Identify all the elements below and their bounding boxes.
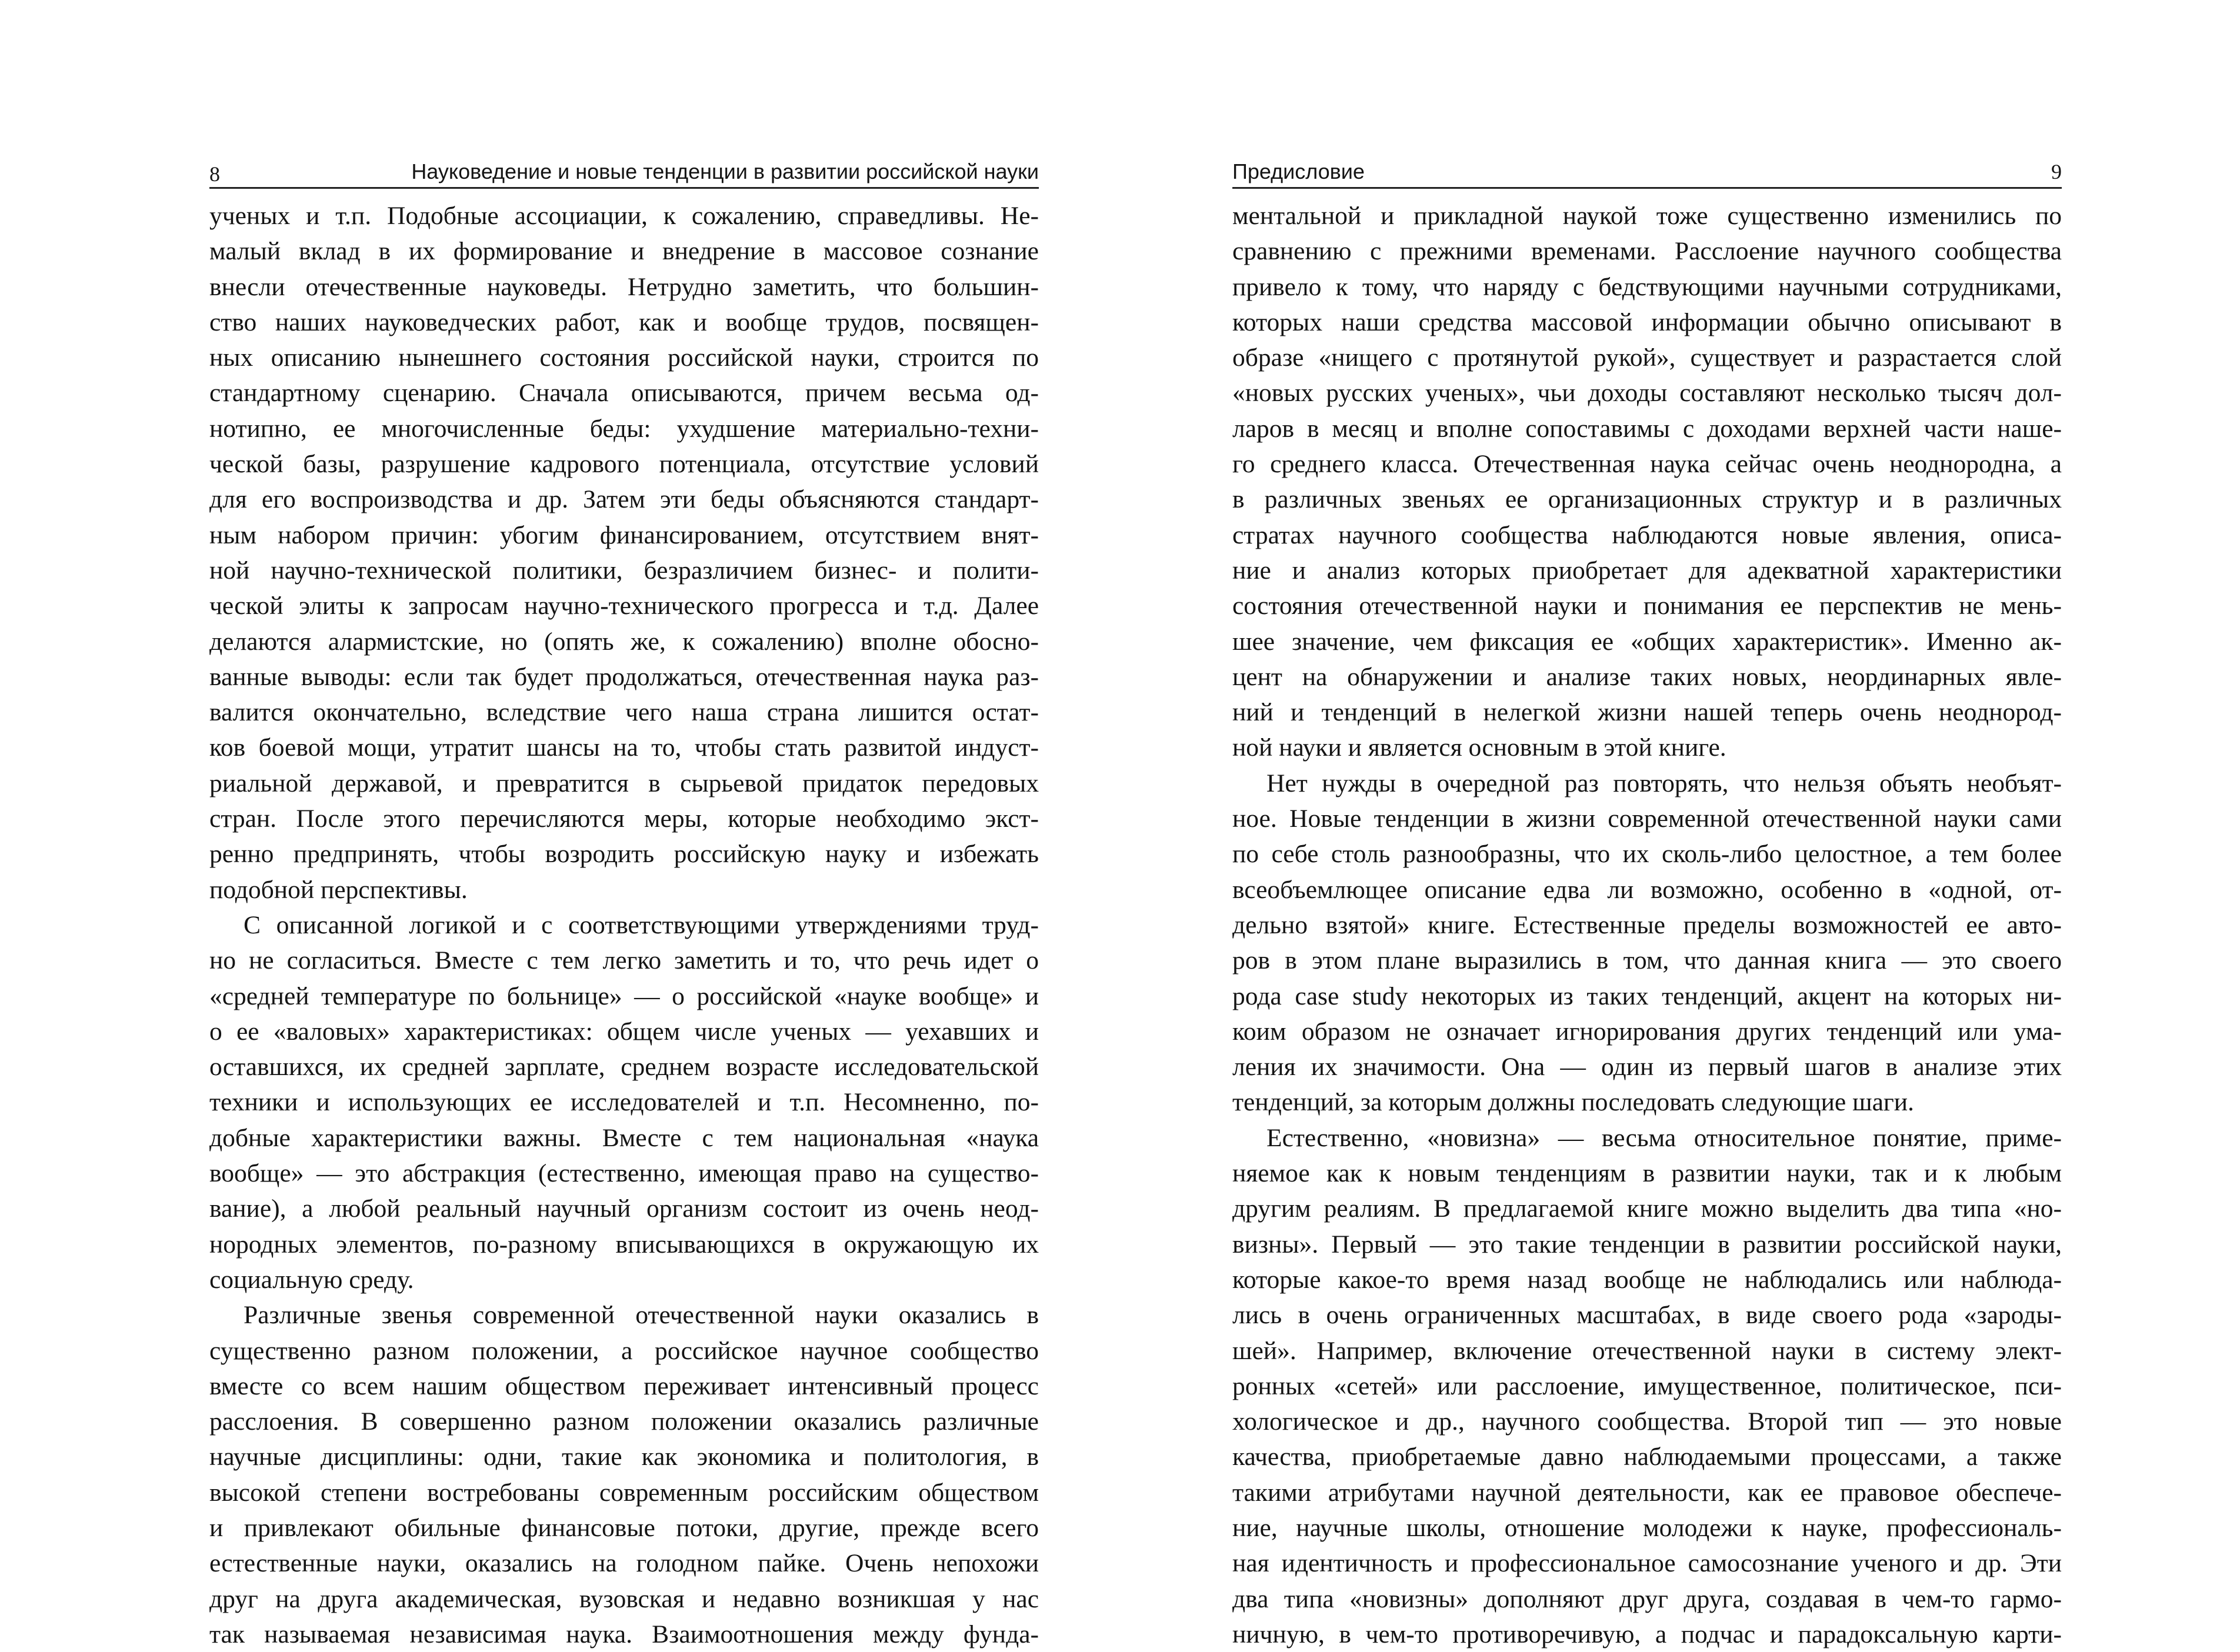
text-line: высокой степени востребованы современным российским обществом (209, 1478, 1039, 1507)
left-page (209, 159, 1039, 1652)
text-line: ческой элиты к запросам научно-технического прогресса и т.д. Далее (209, 592, 1039, 620)
text-line: малый вклад в их формирование и внедрение в массовое сознание (209, 237, 1039, 266)
text-line: ное. Новые тенденции в жизни современной отечественной науки сами (1232, 805, 2062, 833)
text-line: в различных звеньях ее организационных структур и в различных (1232, 485, 2062, 514)
text-line: ным набором причин: убогим финансированием, отсутствием внят- (209, 520, 1039, 549)
text-line: ронных «сетей» или расслоение, имущественное, политическое, пси- (1232, 1371, 2062, 1400)
text-line: стран. После этого перечисляются меры, которые необходимо экст- (209, 805, 1039, 833)
text-line: такими атрибутами научной деятельности, как ее правовое обеспече- (1232, 1478, 2062, 1507)
left-body-text (209, 198, 1039, 1652)
text-line: вание), а любой реальный научный организм состоит из очень неод- (209, 1194, 1039, 1223)
text-line: другим реалиям. В предлагаемой книге можно выделить два типа «но- (1232, 1194, 2062, 1223)
text-line: ментальной и прикладной наукой тоже существенно изменились по (1232, 202, 2062, 230)
text-line: цент на обнаружении и анализе таких новых, неординарных явле- (1232, 662, 2062, 691)
text-line: и привлекают обильные финансовые потоки, другие, прежде всего (209, 1513, 1039, 1542)
text-line: ванные выводы: если так будет продолжаться, отечественная наука раз- (209, 662, 1039, 691)
text-line: нотипно, ее многочисленные беды: ухудшение материально-техни- (209, 414, 1039, 443)
text-line: Различные звенья современной отечественной науки оказались в (244, 1301, 1039, 1330)
text-line: ство наших науковедческих работ, как и вообще трудов, посвящен- (209, 308, 1039, 336)
text-line: внесли отечественные науковеды. Нетрудно заметить, что большин- (209, 272, 1039, 301)
text-line: оставшихся, их средней зарплате, среднем возрасте исследовательской (209, 1053, 1039, 1082)
text-line: шей». Например, включение отечественной науки в систему элект- (1232, 1336, 2062, 1365)
text-line: сравнению с прежними временами. Расслоение научного сообщества (1232, 237, 2062, 266)
text-line: «средней температуре по больнице» — о российской «науке вообще» и (209, 982, 1039, 1010)
text-line: Естественно, «новизна» — весьма относительное понятие, приме- (1266, 1123, 2062, 1152)
text-line: валится окончательно, вследствие чего наша страна лишится остат- (209, 698, 1039, 727)
text-line: социальную среду. (209, 1265, 414, 1294)
text-line: ний и тенденций в нелегкой жизни нашей теперь очень неоднород- (1232, 698, 2062, 727)
text-line: по себе столь разнообразны, что их сколь-либо целостное, а тем более (1232, 840, 2062, 869)
right-page (1232, 159, 2062, 1652)
text-line: качества, приобретаемые давно наблюдаемыми процессами, а также (1232, 1443, 2062, 1471)
text-line: няемое как к новым тенденциям в развитии науки, так и к любым (1232, 1159, 2062, 1188)
text-line: Нет нужды в очередной раз повторять, что нельзя объять необъят- (1266, 769, 2062, 797)
text-line: риальной державой, и превратится в сырьевой придаток передовых (209, 769, 1039, 797)
text-line: два типа «новизны» дополняют друг друга, создавая в чем-то гармо- (1232, 1584, 2062, 1613)
text-line: С описанной логикой и с соответствующими утверждениями труд- (244, 910, 1039, 939)
page-number-right: 9 (2051, 160, 2062, 183)
right-running-head (1232, 159, 2062, 189)
text-line: нородных элементов, по-разному вписывающихся в окружающую их (209, 1230, 1039, 1259)
text-line: но не согласиться. Вместе с тем легко заметить и то, что речь идет о (209, 946, 1039, 975)
text-line: стандартному сценарию. Сначала описываются, причем весьма од- (209, 379, 1039, 408)
text-line: образе «нищего с протянутой рукой», существует и разрастается слой (1232, 343, 2062, 372)
text-line: стратах научного сообщества наблюдаются новые явления, описа- (1232, 520, 2062, 549)
page-number-left: 8 (209, 162, 220, 186)
text-line: вообще» — это абстракция (естественно, имеющая право на существо- (209, 1159, 1039, 1188)
text-line: которых наши средства массовой информации обычно описывают в (1232, 308, 2062, 336)
text-line: ной научно-технической политики, безразличием бизнес- и полити- (209, 556, 1039, 585)
text-line: хологическое и др., научного сообщества. Второй тип — это новые (1232, 1407, 2062, 1436)
text-line: так называемая независимая наука. Взаимоотношения между фунда- (209, 1620, 1039, 1648)
text-line: научные дисциплины: одни, такие как экономика и политология, в (209, 1443, 1039, 1471)
text-line: существенно разном положении, а российское научное сообщество (209, 1336, 1039, 1365)
text-line: естественные науки, оказались на голодном пайке. Очень непохожи (209, 1549, 1039, 1578)
running-title-left: Науковедение и новые тенденции в развитии российской науки (411, 159, 1039, 183)
text-line: привело к тому, что наряду с бедствующими научными сотрудниками, (1232, 272, 2062, 301)
text-line: ренно предпринять, чтобы возродить российскую науку и избежать (209, 840, 1039, 869)
text-line: расслоения. В совершенно разном положении оказались различные (209, 1407, 1039, 1436)
text-line: техники и использующих ее исследователей и т.п. Несомненно, по- (209, 1088, 1039, 1117)
text-line: дельно взятой» книге. Естественные пределы возможностей ее авто- (1232, 910, 2062, 939)
text-line: ученых и т.п. Подобные ассоциации, к сожалению, справедливы. Не- (209, 202, 1039, 230)
text-line: ничную, в чем-то противоречивую, а подчас и парадоксальную карти- (1232, 1620, 2062, 1648)
text-line: ных описанию нынешнего состояния российской науки, строится по (209, 343, 1039, 372)
text-line: ние и анализ которых приобретает для адекватной характеристики (1232, 556, 2062, 585)
text-line: ров в этом плане выразились в том, что данная книга — это своего (1232, 946, 2062, 975)
text-line: го среднего класса. Отечественная наука сейчас очень неоднородна, а (1232, 450, 2062, 479)
text-line: ная идентичность и профессиональное самосознание ученого и др. Эти (1232, 1549, 2062, 1578)
text-line: визны». Первый — это такие тенденции в развитии российской науки, (1232, 1230, 2062, 1259)
right-body-text (1232, 198, 2062, 1652)
text-line: добные характеристики важны. Вместе с тем национальная «наука (209, 1123, 1039, 1152)
text-line: ческой базы, разрушение кадрового потенциала, отсутствие условий (209, 450, 1039, 479)
text-line: ления их значимости. Она — один из первый шагов в анализе этих (1232, 1053, 2062, 1082)
text-line: всеобъемлющее описание едва ли возможно, особенно в «одной, от- (1232, 875, 2062, 904)
text-line: лись в очень ограниченных масштабах, в виде своего рода «зароды- (1232, 1301, 2062, 1330)
text-line: ние, научные школы, отношение молодежи к науке, профессиональ- (1232, 1513, 2062, 1542)
text-line: рода case study некоторых из таких тенденций, акцент на которых ни- (1232, 982, 2062, 1010)
text-line: «новых русских ученых», чьи доходы составляют несколько тысяч дол- (1232, 379, 2062, 408)
text-line: о ее «валовых» характеристиках: общем числе ученых — уехавших и (209, 1017, 1039, 1046)
running-title-right: Предисловие (1232, 159, 1365, 183)
text-line: которые какое-то время назад вообще не наблюдались или наблюда- (1232, 1265, 2062, 1294)
text-line: ной науки и является основным в этой книге. (1232, 733, 1726, 762)
text-line: для его воспроизводства и др. Затем эти беды объясняются стандарт- (209, 485, 1039, 514)
text-line: шее значение, чем фиксация ее «общих характеристик». Именно ак- (1232, 627, 2062, 656)
text-line: вместе со всем нашим обществом переживает интенсивный процесс (209, 1371, 1039, 1400)
left-running-head (209, 159, 1039, 189)
text-line: ков боевой мощи, утратит шансы на то, чтобы стать развитой индуст- (209, 733, 1039, 762)
text-line: коим образом не означает игнорирования других тенденций или ума- (1232, 1017, 2062, 1046)
text-line: тенденций, за которым должны последовать следующие шаги. (1232, 1088, 1914, 1117)
text-line: состояния отечественной науки и понимания ее перспектив не мень- (1232, 592, 2062, 620)
text-line: делаются алармистские, но (опять же, к сожалению) вполне обосно- (209, 627, 1039, 656)
text-line: друг на друга академическая, вузовская и недавно возникшая у нас (209, 1584, 1039, 1613)
text-line: подобной перспективы. (209, 875, 468, 904)
text-line: ларов в месяц и вполне сопоставимы с доходами верхней части наше- (1232, 414, 2062, 443)
